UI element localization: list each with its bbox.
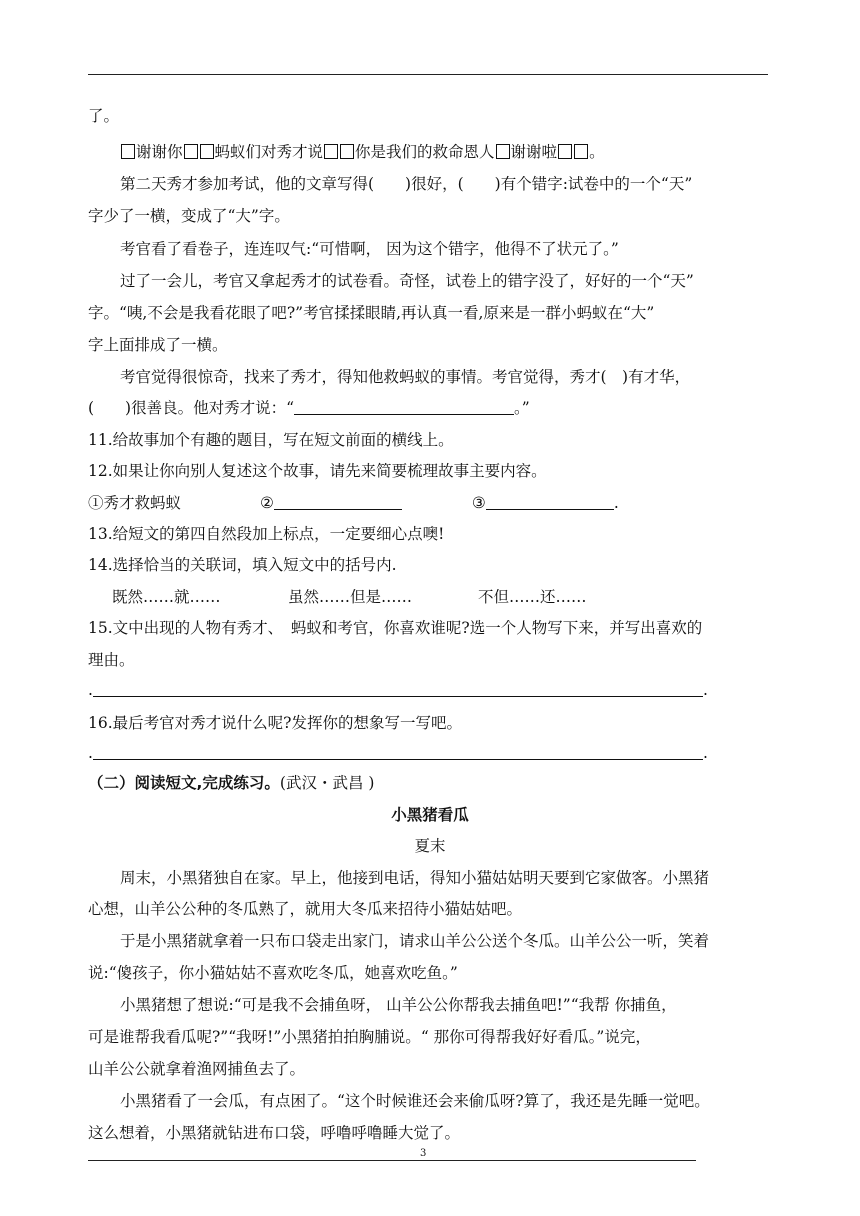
answer-box[interactable] bbox=[574, 144, 588, 159]
answer-box[interactable] bbox=[558, 144, 572, 159]
conjunction-option: 虽然……但是…… bbox=[288, 588, 413, 606]
story-line: 这么想着，小黑猪就钻进布口袋，呼噜呼噜睡大觉了。 bbox=[88, 1124, 461, 1142]
question-11: 11.给故事加个有趣的题目，写在短文前面的横线上。 bbox=[88, 431, 454, 449]
question-12-options: ①秀才救蚂蚁 ② ③ . bbox=[88, 494, 619, 512]
answer-blank[interactable] bbox=[294, 400, 514, 415]
page-number: 3 bbox=[420, 1148, 427, 1159]
header-rule bbox=[88, 74, 768, 75]
paragraph-line: 第二天秀才参加考试，他的文章写得( )很好，( )有个错字:试卷中的一个“天” bbox=[120, 175, 693, 193]
story-line: 心想，山羊公公种的冬瓜熟了，就用大冬瓜来招待小猫姑姑吧。 bbox=[88, 900, 523, 918]
answer-box[interactable] bbox=[200, 144, 214, 159]
question-14-options bbox=[112, 587, 796, 607]
story-line: 于是小黑猪就拿着一只布口袋走出家门，请求山羊公公送个冬瓜。山羊公公一听，笑着 bbox=[120, 932, 710, 950]
answer-box[interactable] bbox=[340, 144, 354, 159]
paragraph-line: 字。“咦,不会是我看花眼了吧?”考官揉揉眼睛,再认真一看,原来是一群小蚂蚁在“大” bbox=[88, 304, 655, 322]
footer-rule bbox=[88, 1160, 696, 1161]
question-13: 13.给短文的第四自然段加上标点，一定要细心点噢! bbox=[88, 525, 445, 543]
answer-line[interactable]: . . bbox=[88, 744, 708, 762]
story-line: 小黑猪想了想说:“可是我不会捕鱼呀， 山羊公公你帮我去捕鱼吧!”“我帮 你捕鱼， bbox=[120, 996, 677, 1014]
question-15: 15.文中出现的人物有秀才、 蚂蚁和考官，你喜欢谁呢?选一个人物写下来，并写出喜欢的 bbox=[88, 619, 703, 637]
answer-box[interactable] bbox=[121, 144, 135, 159]
story-line: 可是谁帮我看瓜呢?”“我呀!”小黑猪拍拍胸脯说。“ 那你可得帮我好好看瓜。”说完， bbox=[88, 1028, 651, 1046]
section-heading: （二）阅读短文,完成练习。(武汉・武昌 ) bbox=[88, 774, 375, 792]
paragraph-line: 字上面排成了一横。 bbox=[88, 336, 228, 354]
story-author: 夏末 bbox=[414, 837, 446, 855]
story-line: 山羊公公就拿着渔网捕鱼去了。 bbox=[88, 1060, 306, 1078]
question-12: 12.如果让你向别人复述这个故事，请先来简要梳理故事主要内容。 bbox=[88, 462, 547, 480]
question-16: 16.最后考官对秀才说什么呢?发挥你的想象写一写吧。 bbox=[88, 714, 462, 732]
answer-blank[interactable] bbox=[274, 495, 402, 510]
paragraph-line: 字少了一横，变成了“大”字。 bbox=[88, 207, 290, 225]
question-15: 理由。 bbox=[88, 651, 135, 669]
punctuation-exercise-line: 谢谢你 蚂蚁们对秀才说 你是我们的救命恩人 谢谢啦 。 bbox=[120, 142, 772, 162]
answer-blank[interactable] bbox=[93, 682, 703, 697]
conjunction-option: 不但……还…… bbox=[478, 588, 587, 606]
paragraph-line-with-blank: ( )很善良。他对秀才说：“ 。” bbox=[88, 399, 530, 417]
answer-box[interactable] bbox=[184, 144, 198, 159]
story-line: 小黑猪看了一会瓜，有点困了。“这个时候谁还会来偷瓜呀?算了，我还是先睡一觉吧。 bbox=[120, 1092, 710, 1110]
story-title: 小黑猪看瓜 bbox=[391, 806, 469, 824]
story-line: 周末，小黑猪独自在家。早上，他接到电话，得知小猫姑姑明天要到它家做客。小黑猪 bbox=[120, 869, 710, 887]
story-line: 说:“傻孩子，你小猫姑姑不喜欢吃冬瓜，她喜欢吃鱼。” bbox=[88, 964, 458, 982]
answer-box[interactable] bbox=[496, 144, 510, 159]
answer-line[interactable]: . . bbox=[88, 681, 708, 699]
conjunction-option: 既然……就…… bbox=[112, 588, 221, 606]
paragraph-line: 过了一会儿，考官又拿起秀才的试卷看。奇怪，试卷上的错字没了，好好的一个“天” bbox=[120, 272, 694, 290]
answer-blank[interactable] bbox=[93, 745, 703, 760]
answer-blank[interactable] bbox=[486, 495, 614, 510]
paragraph-line: 考官看了看卷子，连连叹气:“可惜啊， 因为这个错字，他得不了状元了。” bbox=[120, 240, 619, 258]
question-14: 14.选择恰当的关联词，填入短文中的括号内. bbox=[88, 556, 397, 574]
paragraph-line: 考官觉得很惊奇，找来了秀才，得知他救蚂蚁的事情。考官觉得，秀才( )有才华， bbox=[120, 368, 691, 386]
answer-box[interactable] bbox=[324, 144, 338, 159]
paragraph-line: 了。 bbox=[88, 107, 120, 125]
